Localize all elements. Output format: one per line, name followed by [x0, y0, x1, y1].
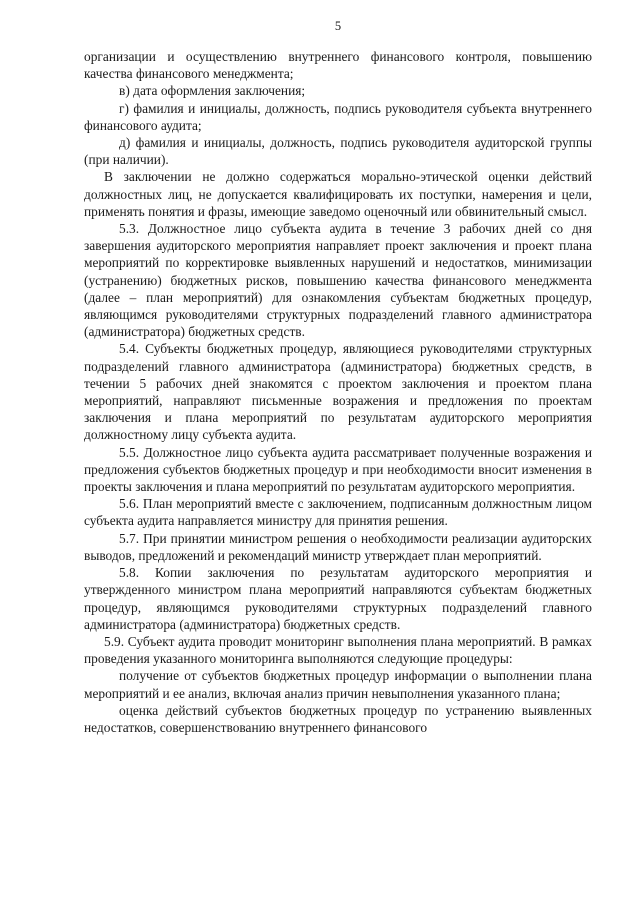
paragraph-conclusion-note: В заключении не должно содержаться морально-этической оценки действий должностных лиц, не допускается квалифицировать их поступки, намерения и цели, применять понятия и фразы, имеющие заведомо оценочный или обвинительный смысл.	[84, 169, 592, 219]
paragraph-5-9: 5.9. Субъект аудита проводит мониторинг выполнения плана мероприятий. В рамках проведения указанного мониторинга выполняются следующие процедуры:	[84, 633, 592, 667]
paragraph-procedure-1: получение от субъектов бюджетных процедур информации о выполнении плана мероприятий и ее анализ, включая анализ причин невыполнения указанного плана;	[84, 668, 592, 701]
paragraph-5-3: 5.3. Должностное лицо субъекта аудита в течение 3 рабочих дней со дня завершения аудиторского мероприятия направляет проект заключения и проект плана мероприятий по корректировке выявленных нарушений и недостатков, минимизации (устранению) бюджетных рисков, повышению качества финансового менеджмента (далее – план мероприятий) для ознакомления субъектам бюджетных процедур, являющимся руководителями структурных подразделений главного администратора (администратора) бюджетных средств.	[84, 221, 592, 340]
page-number: 5	[334, 19, 342, 33]
paragraph-continuation: организации и осуществлению внутреннего финансового контроля, повышению качества финансового менеджмента;	[84, 49, 592, 82]
paragraph-5-6: 5.6. План мероприятий вместе с заключением, подписанным должностным лицом субъекта аудита направляется министру для принятия решения.	[84, 496, 592, 529]
paragraph-item-g: г) фамилия и инициалы, должность, подпись руководителя субъекта внутреннего финансового аудита;	[84, 100, 592, 133]
paragraph-5-4: 5.4. Субъекты бюджетных процедур, являющиеся руководителями структурных подразделений главного администратора (администратора) бюджетных средств, в течении 5 рабочих дней знакомятся с проектом заключения и проектом плана мероприятий, направляют письменные возражения и предложения по проектам заключения и плана мероприятий по результатам аудиторского мероприятия должностному лицу субъекта аудита.	[84, 341, 592, 443]
paragraph-procedure-2: оценка действий субъектов бюджетных процедур по устранению выявленных недостатков, совершенствованию внутреннего финансового	[84, 702, 592, 735]
paragraph-5-7: 5.7. При принятии министром решения о необходимости реализации аудиторских выводов, предложений и рекомендаций министр утверждает план мероприятий.	[84, 530, 592, 563]
paragraph-item-v: в) дата оформления заключения;	[119, 83, 306, 99]
paragraph-5-5: 5.5. Должностное лицо субъекта аудита рассматривает полученные возражения и предложения субъектов бюджетных процедур и при необходимости вносит изменения в проекты заключения и плана мероприятий по результатам аудиторского мероприятия.	[84, 444, 592, 495]
paragraph-item-d: д) фамилия и инициалы, должность, подпись руководителя аудиторской группы (при наличии).	[84, 135, 592, 168]
paragraph-5-8: 5.8. Копии заключения по результатам аудиторского мероприятия и утвержденного министром плана мероприятий направляются субъектам бюджетных процедур, являющимся руководителями структурных подразделений главного администратора (администратора) бюджетных средств.	[84, 565, 592, 632]
